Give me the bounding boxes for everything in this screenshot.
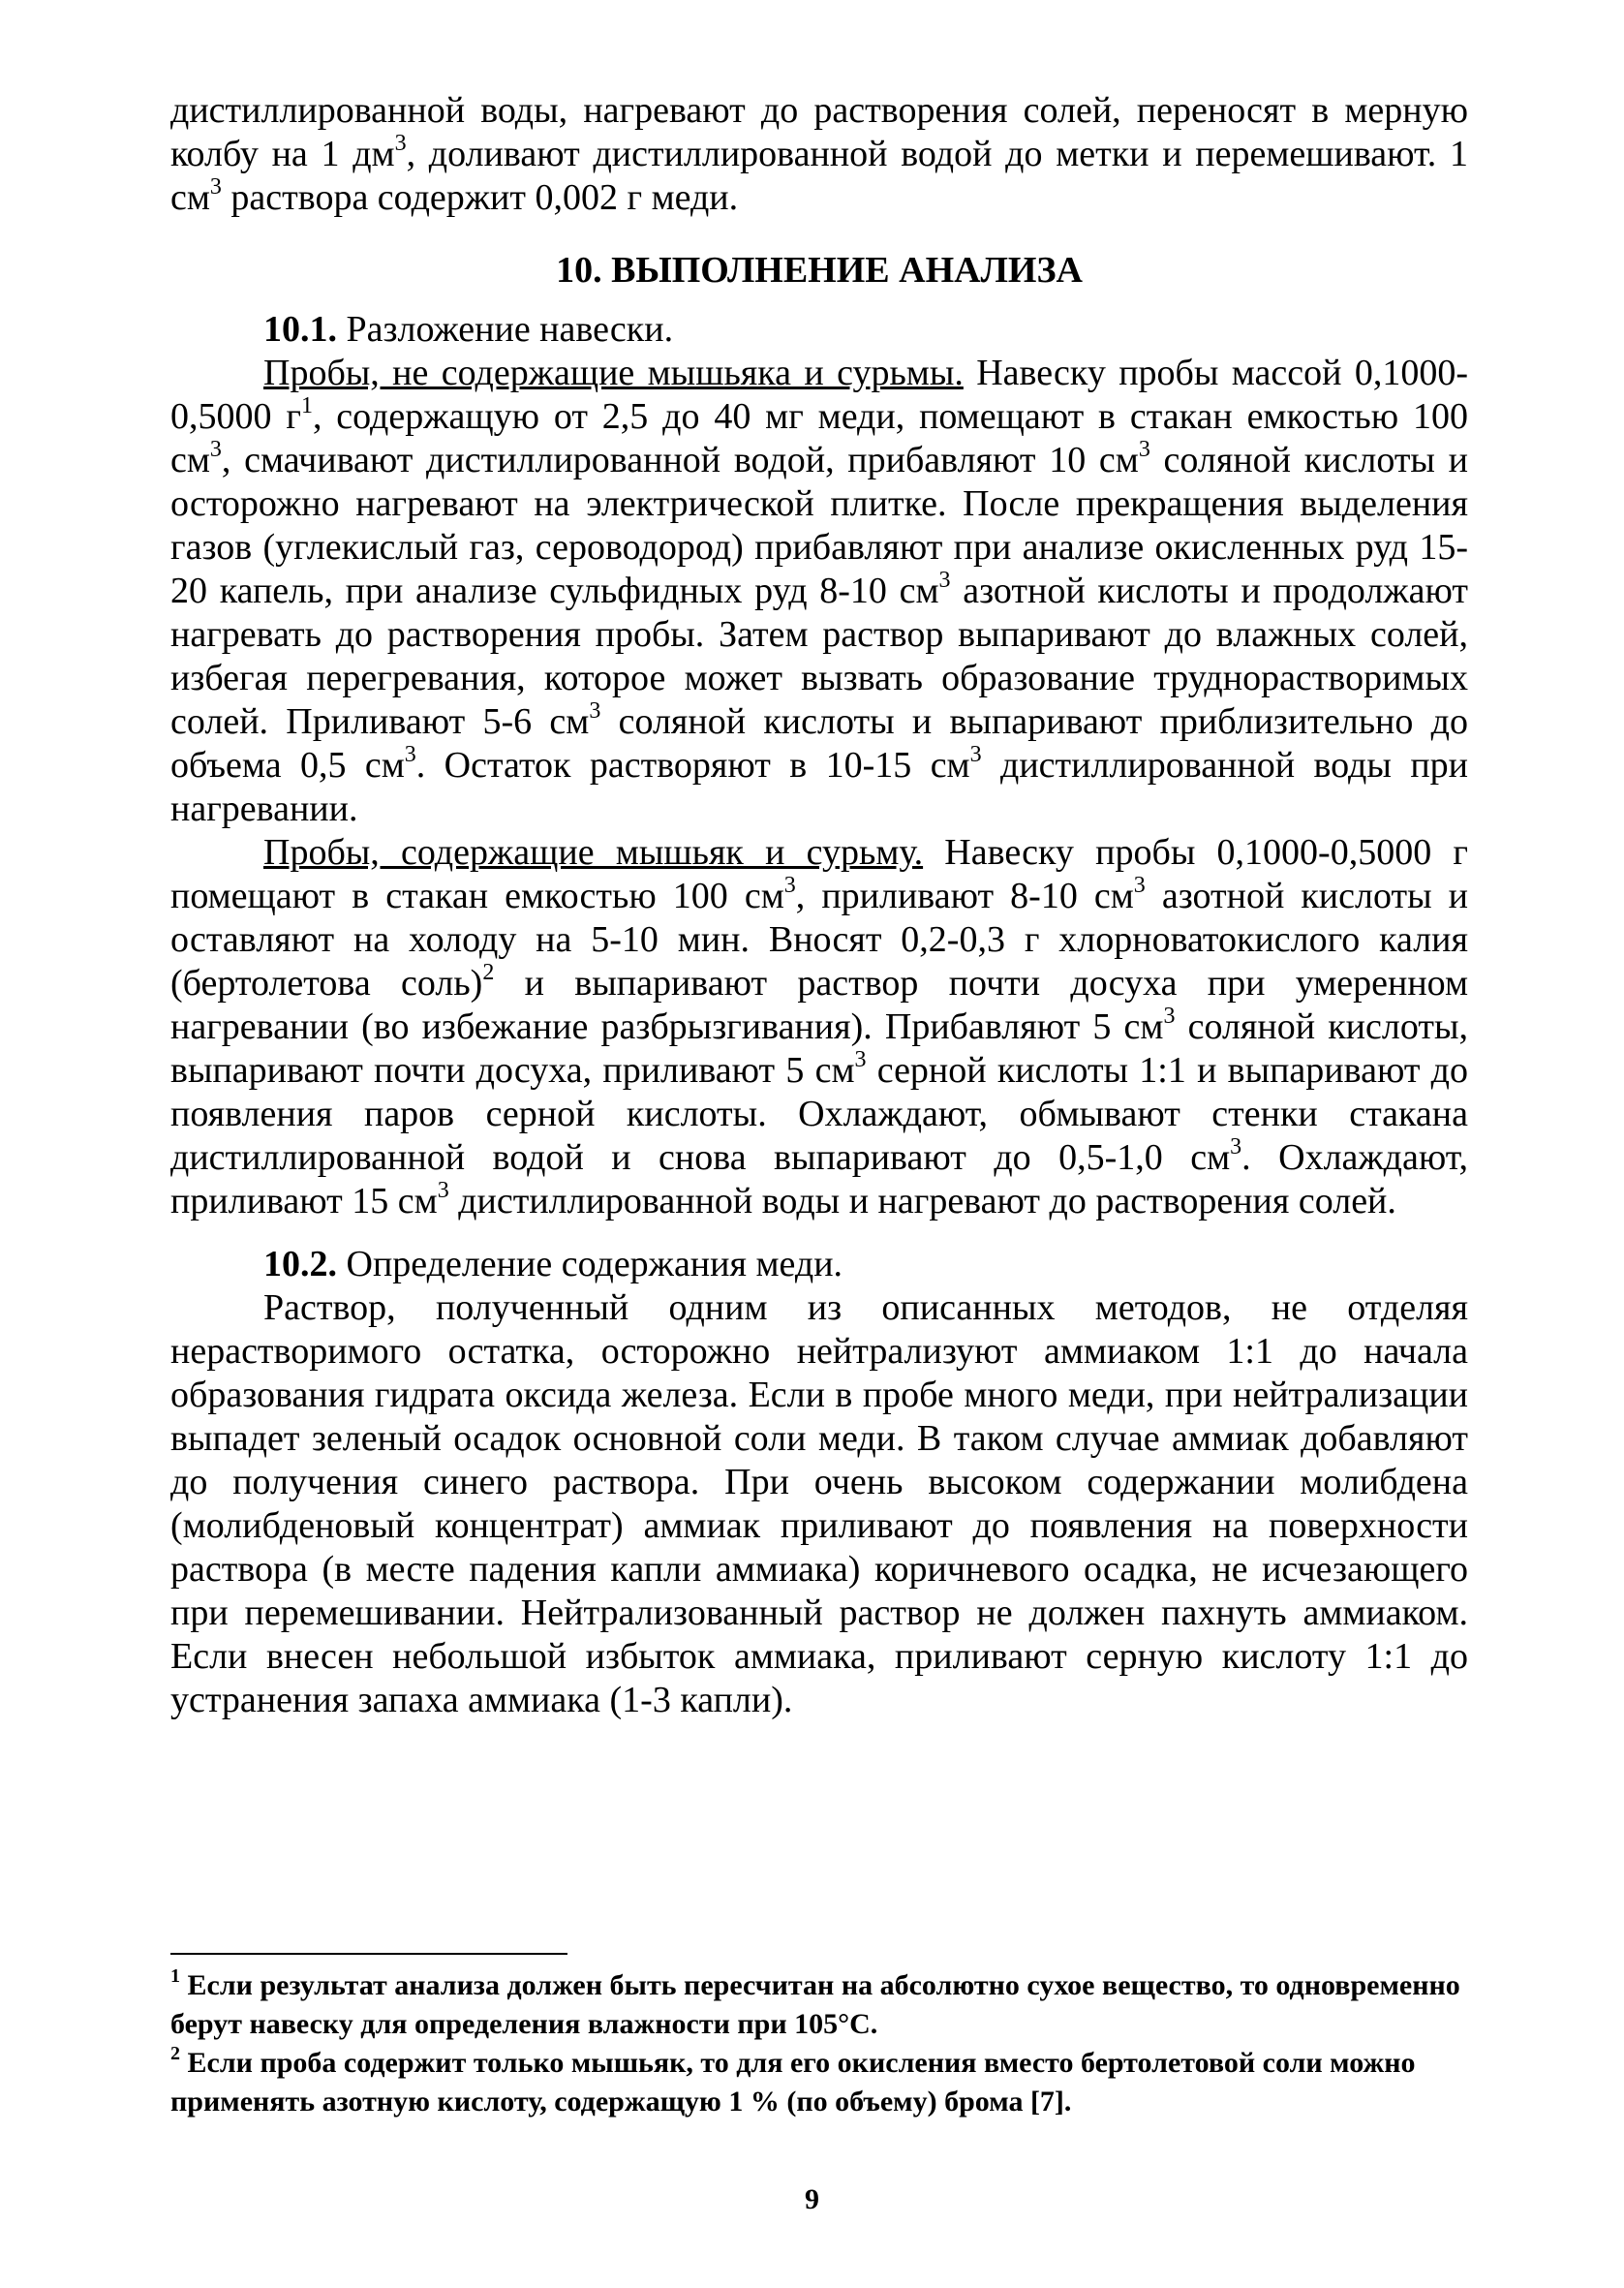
footnote-1 (170, 1966, 1468, 2044)
footnote-text: Если результат анализа должен быть пересчитан на абсолютно сухое вещество, то одновременно берут навеску для определения влажности при 105°С. (170, 1969, 1460, 2040)
subsection-title-10-1 (170, 308, 1468, 352)
section-heading: 10. ВЫПОЛНЕНИЕ АНАЛИЗА (556, 250, 1083, 291)
text-run: соляной кислоты и осторожно нагревают на электрической плитке. После прекращения выделения газов (углекислый газ, сероводород) прибавляют при анализе окисленных руд 15-20 капель, при анализе сульфидных руд 8-10 см (170, 440, 1468, 611)
paragraph-label: Пробы, содержащие мышьяк и сурьму. (263, 832, 924, 873)
text-run: Навеску пробы массой 0,1000-0,5000 г (170, 353, 1468, 437)
superscript: 3 (854, 1047, 867, 1072)
footnote-mark: 2 (170, 2043, 180, 2064)
footnote-2 (170, 2044, 1468, 2121)
superscript: 3 (209, 174, 222, 200)
superscript: 3 (783, 873, 796, 898)
body-text (170, 89, 1468, 1722)
subsection-number: 10.2. (263, 1244, 337, 1284)
text-run: азотной кислоты и продолжают нагревать до растворения пробы. Затем раствор выпаривают до влажных солей, избегая перегревания, которое может вызвать образование труднорастворимых солей. Приливают 5-6 см (170, 571, 1468, 742)
superscript: 3 (404, 742, 416, 767)
text-run: . Остаток растворяют в 10-15 см (415, 745, 970, 786)
superscript: 3 (1230, 1134, 1242, 1159)
superscript: 3 (1133, 873, 1146, 898)
text-run: и выпаривают раствор почти досуха при умеренном нагревании (во избежание разбрызгивания). Прибавляют 5 см (170, 963, 1468, 1047)
footnotes (170, 1966, 1468, 2121)
text-run: раствора содержит 0,002 г меди. (221, 177, 739, 218)
subsection-title: Разложение навески. (337, 309, 674, 350)
text-run: дистиллированной воды и нагревают до растворения солей. (448, 1181, 1396, 1221)
text-run: . Охлаждают, приливают 15 см (170, 1137, 1468, 1221)
subsection-title-10-2 (170, 1243, 1468, 1286)
text-run: азотной кислоты и оставляют на холоду на 5-10 мин. Вносят 0,2-0,3 г хлорноватокислого калия (бертолетова соль) (170, 876, 1469, 1004)
page-number: 9 (805, 2183, 819, 2215)
text-run: серной кислоты 1:1 и выпаривают до появления паров серной кислоты. Охлаждают, обмывают стенки стакана дистиллированной водой и снова выпаривают до 0,5-1,0 см (170, 1050, 1468, 1178)
superscript: 3 (209, 437, 222, 462)
text-run: соляной кислоты и выпаривают приблизительно до объема 0,5 см (170, 701, 1468, 786)
superscript: 3 (1163, 1004, 1176, 1029)
footnote-divider (170, 1953, 567, 1955)
text-run: , приливают 8-10 см (795, 876, 1134, 916)
subsection-number: 10.1. (263, 309, 337, 350)
paragraph-samples-with-arsenic (170, 831, 1468, 1223)
footnote-text: Если проба содержит только мышьяк, то для его окисления вместо бертолетовой соли можно применять азотную кислоту, содержащую 1 % (по объему) брома [7]. (170, 2047, 1416, 2118)
subsection-title: Определение содержания меди. (337, 1244, 843, 1284)
text-run: дистиллированной воды при нагревании. (170, 745, 1468, 829)
text-run: , содержащую от 2,5 до 40 мг меди, помещают в стакан емкостью 100 см (170, 396, 1468, 480)
text-run: , смачивают дистиллированной водой, прибавляют 10 см (221, 440, 1139, 480)
footnote-mark: 1 (170, 1965, 180, 1987)
superscript: 3 (589, 698, 601, 724)
superscript: 3 (938, 568, 951, 593)
paragraph-label: Пробы, не содержащие мышьяка и сурьмы. (263, 353, 964, 393)
text-run: дистиллированной воды, нагревают до растворения солей, переносят в мерную колбу на 1 дм (170, 90, 1468, 174)
intro-paragraph (170, 89, 1468, 220)
paragraph-samples-without-arsenic (170, 352, 1468, 831)
superscript: 3 (969, 742, 982, 767)
paragraph-copper-determination: Раствор, полученный одним из описанных методов, не отделяя нерастворимого остатка, осторожно нейтрализуют аммиаком 1:1 до начала образования гидрата оксида железа. Если в пробе много меди, при нейтрализации выпадет зеленый осадок основной соли меди. В таком случае аммиак добавляют до получения синего раствора. При очень высоком содержании молибдена (молибденовый концентрат) аммиак приливают до появления на поверхности раствора (в месте падения капли аммиака) коричневого осадка, не исчезающего при перемешивании. Нейтрализованный раствор не должен пахнуть аммиаком. Если внесен небольшой избыток аммиака, приливают серную кислоту 1:1 до устранения запаха аммиака (1-3 капли). (170, 1287, 1468, 1720)
text-run: соляной кислоты, выпаривают почти досуха, приливают 5 см (170, 1006, 1468, 1091)
text-run: Навеску пробы 0,1000-0,5000 г помещают в стакан емкостью 100 см (170, 832, 1469, 916)
footnote-ref: 2 (482, 960, 495, 985)
text-run: , доливают дистиллированной водой до метки и перемешивают. 1 см (170, 134, 1468, 218)
superscript: 3 (1138, 437, 1150, 462)
superscript: 3 (437, 1178, 449, 1203)
superscript: 3 (394, 131, 407, 156)
footnote-ref: 1 (300, 393, 313, 418)
